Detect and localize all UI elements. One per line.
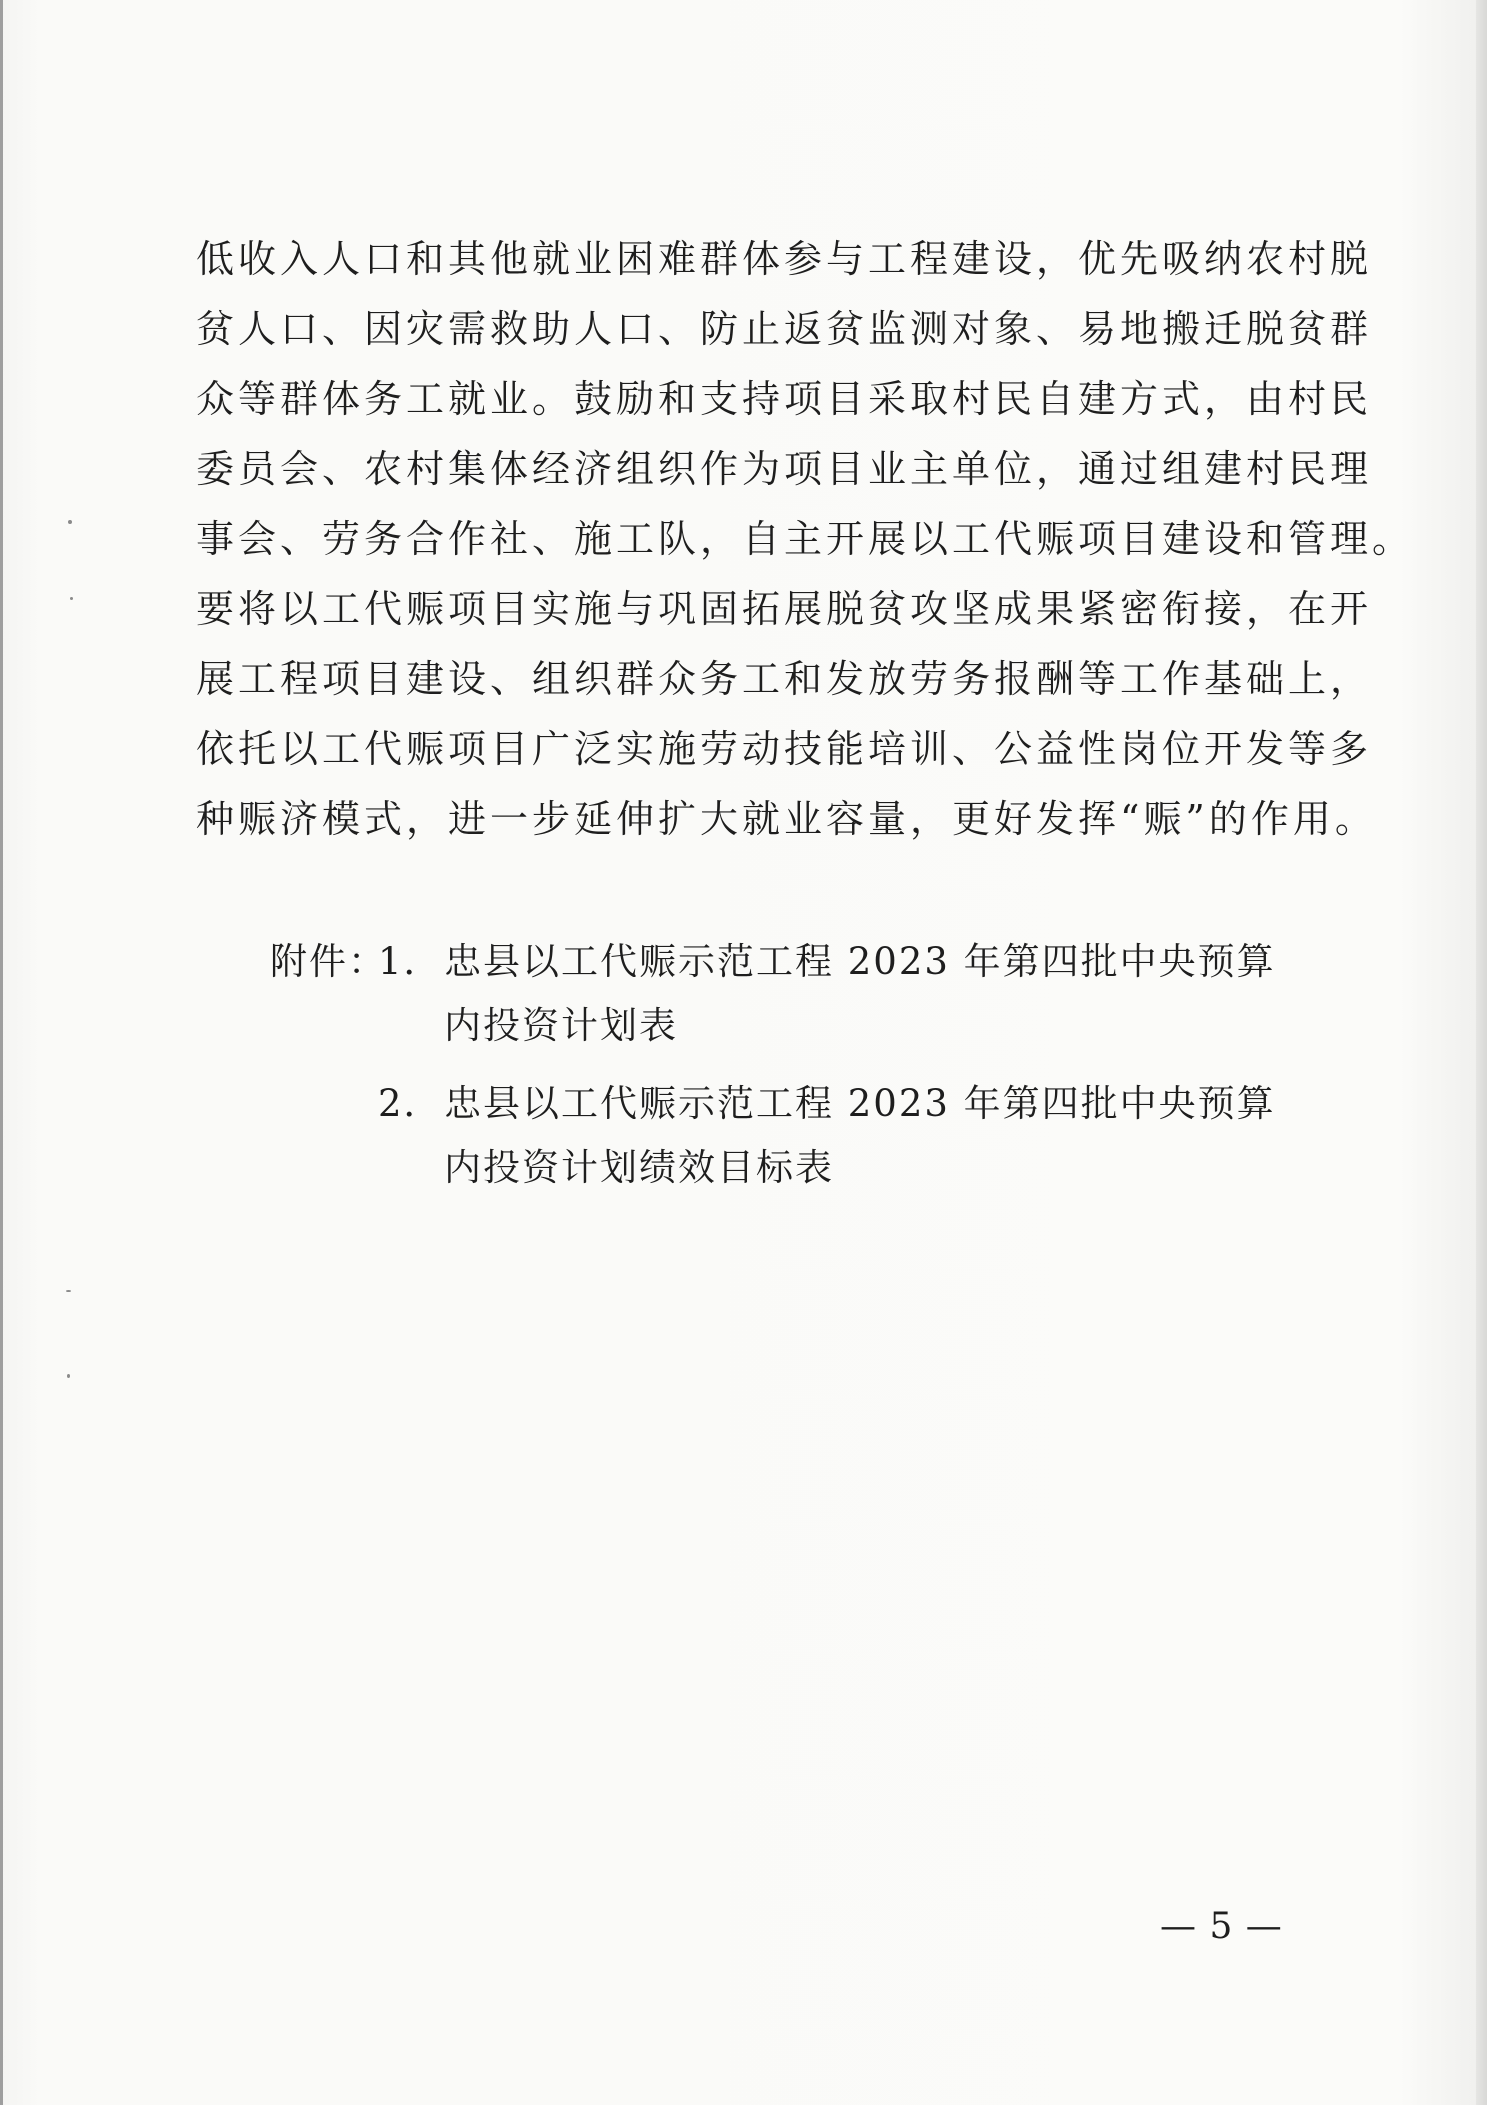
body-line: 展工程项目建设、组织群众务工和发放劳务报酬等工作基础上， — [196, 657, 1373, 701]
attachment-title-line1: 忠县以工代赈示范工程 2023 年第四批中央预算 — [444, 1082, 1276, 1125]
attachment-title-line2: 内投资计划绩效目标表 — [444, 1146, 834, 1189]
body-line: 依托以工代赈项目广泛实施劳动技能培训、公益性岗位开发等多 — [196, 727, 1373, 771]
body-paragraph — [196, 224, 1415, 854]
attachment-title-line1: 忠县以工代赈示范工程 2023 年第四批中央预算 — [444, 940, 1276, 983]
body-line: 众等群体务工就业。鼓励和支持项目采取村民自建方式，由村民 — [196, 377, 1373, 421]
body-line: 种赈济模式，进一步延伸扩大就业容量，更好发挥“赈”的作用。 — [196, 797, 1377, 841]
scan-speck — [70, 597, 73, 600]
body-line: 事会、劳务合作社、施工队，自主开展以工代赈项目建设和管理。 — [196, 517, 1415, 561]
attachment-item-1-continued — [270, 994, 1270, 1058]
scan-speck — [66, 1290, 71, 1292]
scan-left-edge — [0, 0, 3, 2105]
attachment-item-1 — [270, 930, 1276, 994]
attachments-list — [270, 930, 1276, 1200]
body-line: 贫人口、因灾需救助人口、防止返贫监测对象、易地搬迁脱贫群 — [196, 307, 1373, 351]
body-line: 低收入人口和其他就业困难群体参与工程建设，优先吸纳农村脱 — [196, 237, 1373, 281]
attachment-title-line2: 内投资计划表 — [444, 1004, 678, 1047]
attachment-item-2-continued — [270, 1136, 1270, 1200]
attachment-item-2 — [270, 1072, 1276, 1136]
attachment-number: 2． — [378, 1082, 443, 1125]
body-line: 要将以工代赈项目实施与巩固拓展脱贫攻坚成果紧密衔接，在开 — [196, 587, 1373, 631]
attachment-number: 1． — [378, 940, 443, 983]
body-line: 委员会、农村集体经济组织作为项目业主单位，通过组建村民理 — [196, 447, 1373, 491]
attachments-label: 附件： — [270, 940, 387, 983]
page-number: — 5 — — [1160, 1906, 1283, 1947]
scan-speck — [68, 520, 72, 524]
scan-speck — [67, 1374, 70, 1378]
scan-right-edge — [1476, 0, 1487, 2105]
